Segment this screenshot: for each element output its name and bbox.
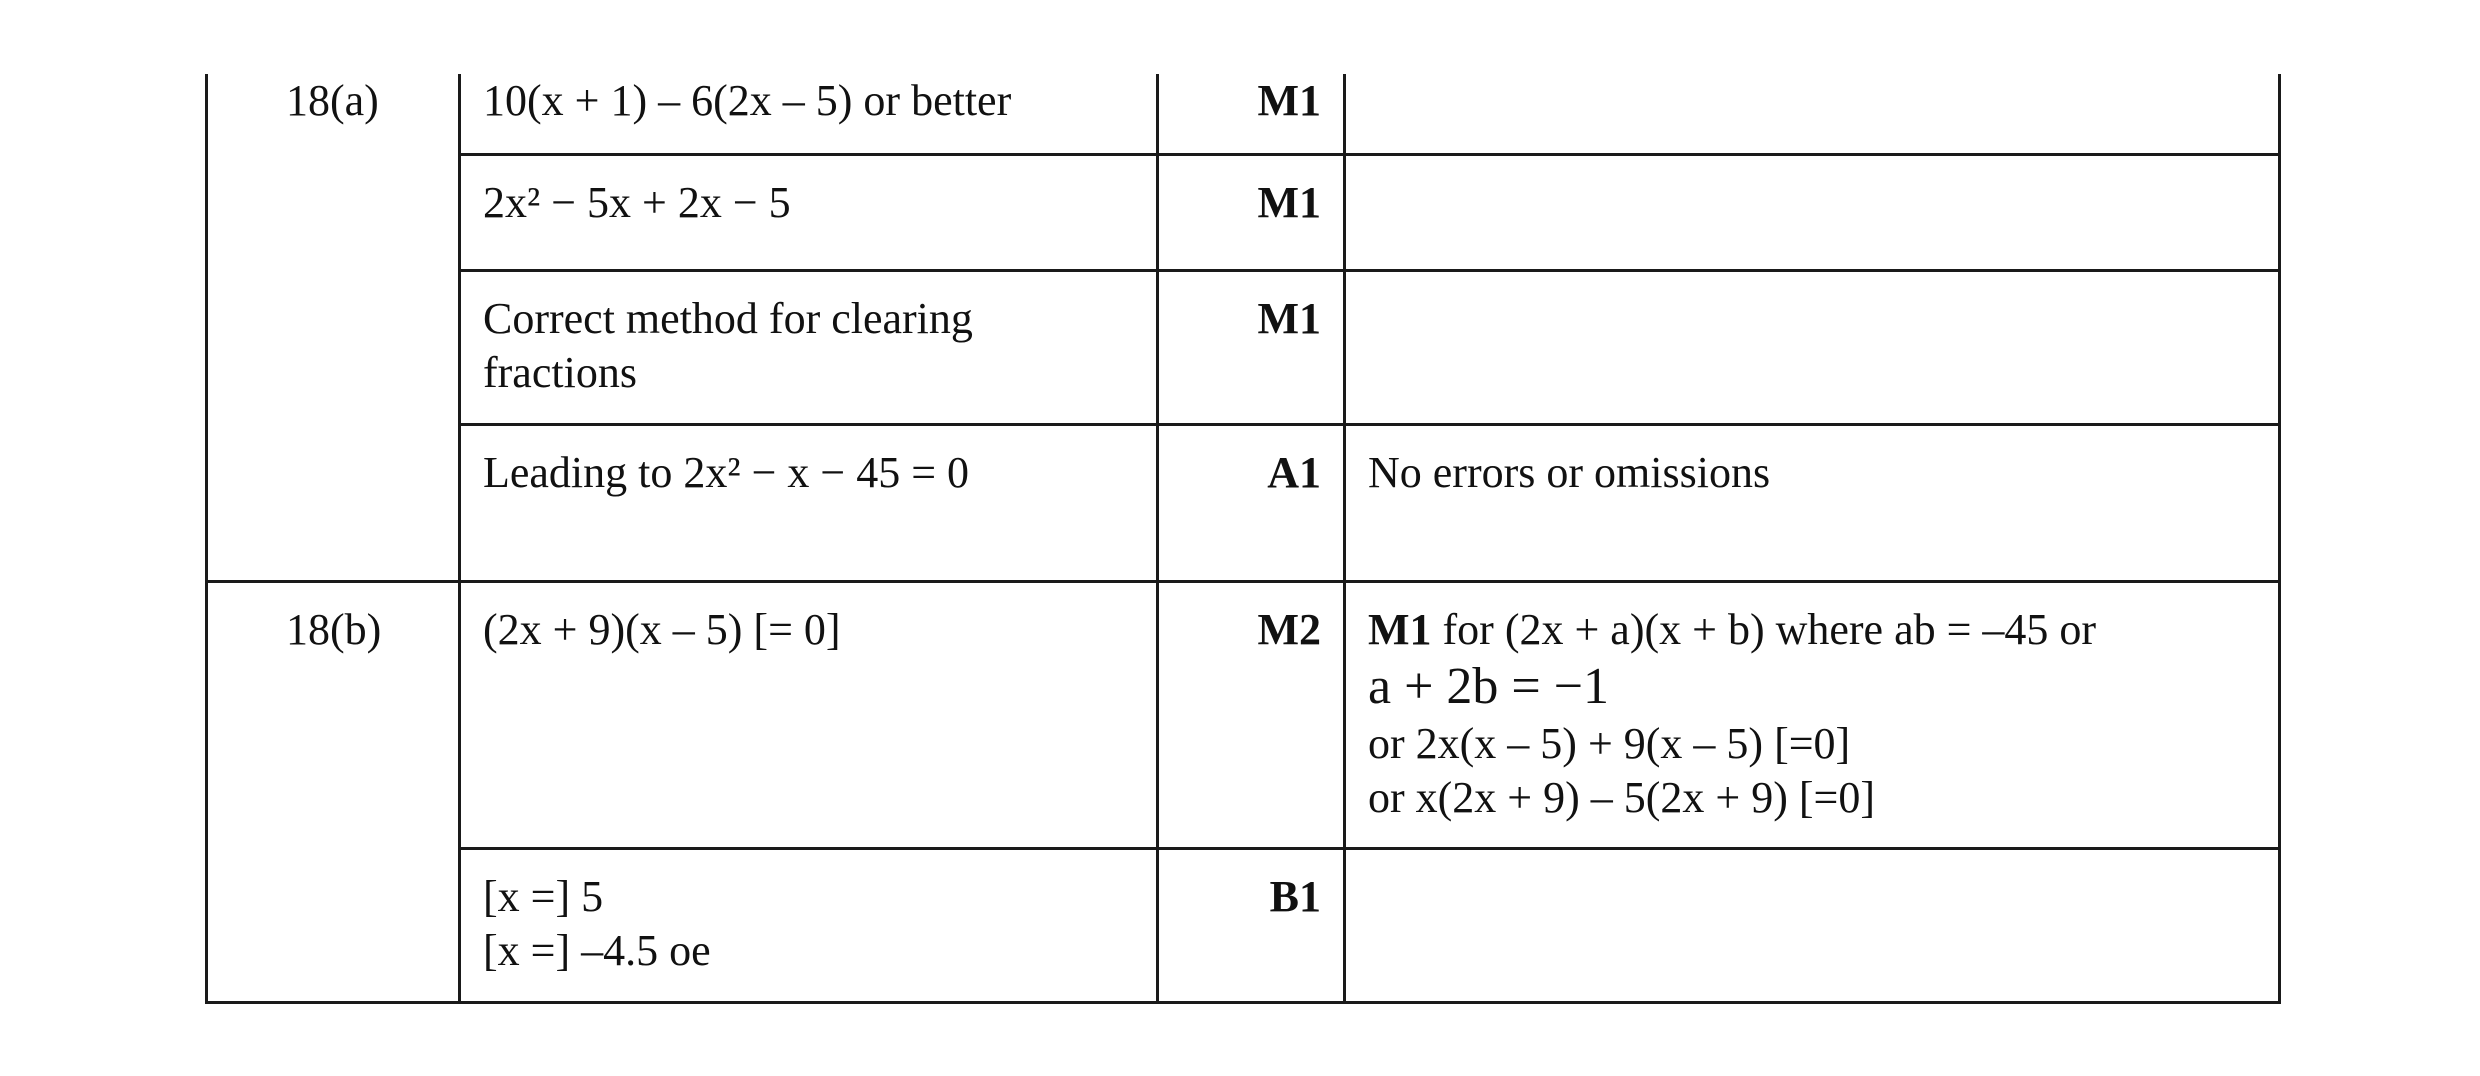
answer-line: Correct method for clearing xyxy=(483,293,973,343)
answer-cell xyxy=(460,848,1158,1002)
table-row xyxy=(207,424,2280,581)
guidance-line: No errors or omissions xyxy=(1368,447,1771,497)
guidance-line: or 2x(x – 5) + 9(x – 5) [=0] xyxy=(1368,718,1851,768)
answer-cell xyxy=(460,424,1158,581)
guidance-line: a + 2b = −1 xyxy=(1368,657,1610,715)
mark-cell: B1 xyxy=(1158,848,1345,1002)
guidance-cell xyxy=(1345,424,2280,581)
guidance-text: for (2x + a)(x + b) where ab = –45 or xyxy=(1431,604,2097,654)
answer-cell xyxy=(460,270,1158,424)
answer-line: 2x² − 5x + 2x − 5 xyxy=(483,177,791,227)
table-row xyxy=(207,154,2280,270)
answer-line: 10(x + 1) – 6(2x – 5) or better xyxy=(483,76,1012,125)
guidance-cell xyxy=(1345,74,2280,154)
guidance-cell xyxy=(1345,270,2280,424)
question-number: 18(a) xyxy=(207,74,460,581)
guidance-line-first xyxy=(1368,603,2256,657)
table-row xyxy=(207,74,2280,154)
mark-cell: M1 xyxy=(1158,270,1345,424)
answer-cell xyxy=(460,74,1158,154)
guidance-cell xyxy=(1345,581,2280,848)
table-row xyxy=(207,270,2280,424)
answer-line: Leading to 2x² − x − 45 = 0 xyxy=(483,447,970,497)
answer-cell xyxy=(460,154,1158,270)
table-row xyxy=(207,848,2280,1002)
answer-line: [x =] 5 xyxy=(483,871,604,921)
answer-cell xyxy=(460,581,1158,848)
question-number: 18(b) xyxy=(207,581,460,1002)
answer-line: [x =] –4.5 oe xyxy=(483,925,711,975)
mark-cell: A1 xyxy=(1158,424,1345,581)
mark-scheme-table xyxy=(205,74,2281,1004)
mark-cell: M1 xyxy=(1158,74,1345,154)
guidance-line: or x(2x + 9) – 5(2x + 9) [=0] xyxy=(1368,772,1876,822)
guidance-cell xyxy=(1345,848,2280,1002)
answer-line: fractions xyxy=(483,347,637,397)
answer-line: (2x + 9)(x – 5) [= 0] xyxy=(483,604,841,654)
table-row xyxy=(207,581,2280,848)
guidance-mark-label: M1 xyxy=(1368,604,1432,654)
mark-cell: M1 xyxy=(1158,154,1345,270)
mark-cell: M2 xyxy=(1158,581,1345,848)
guidance-cell xyxy=(1345,154,2280,270)
